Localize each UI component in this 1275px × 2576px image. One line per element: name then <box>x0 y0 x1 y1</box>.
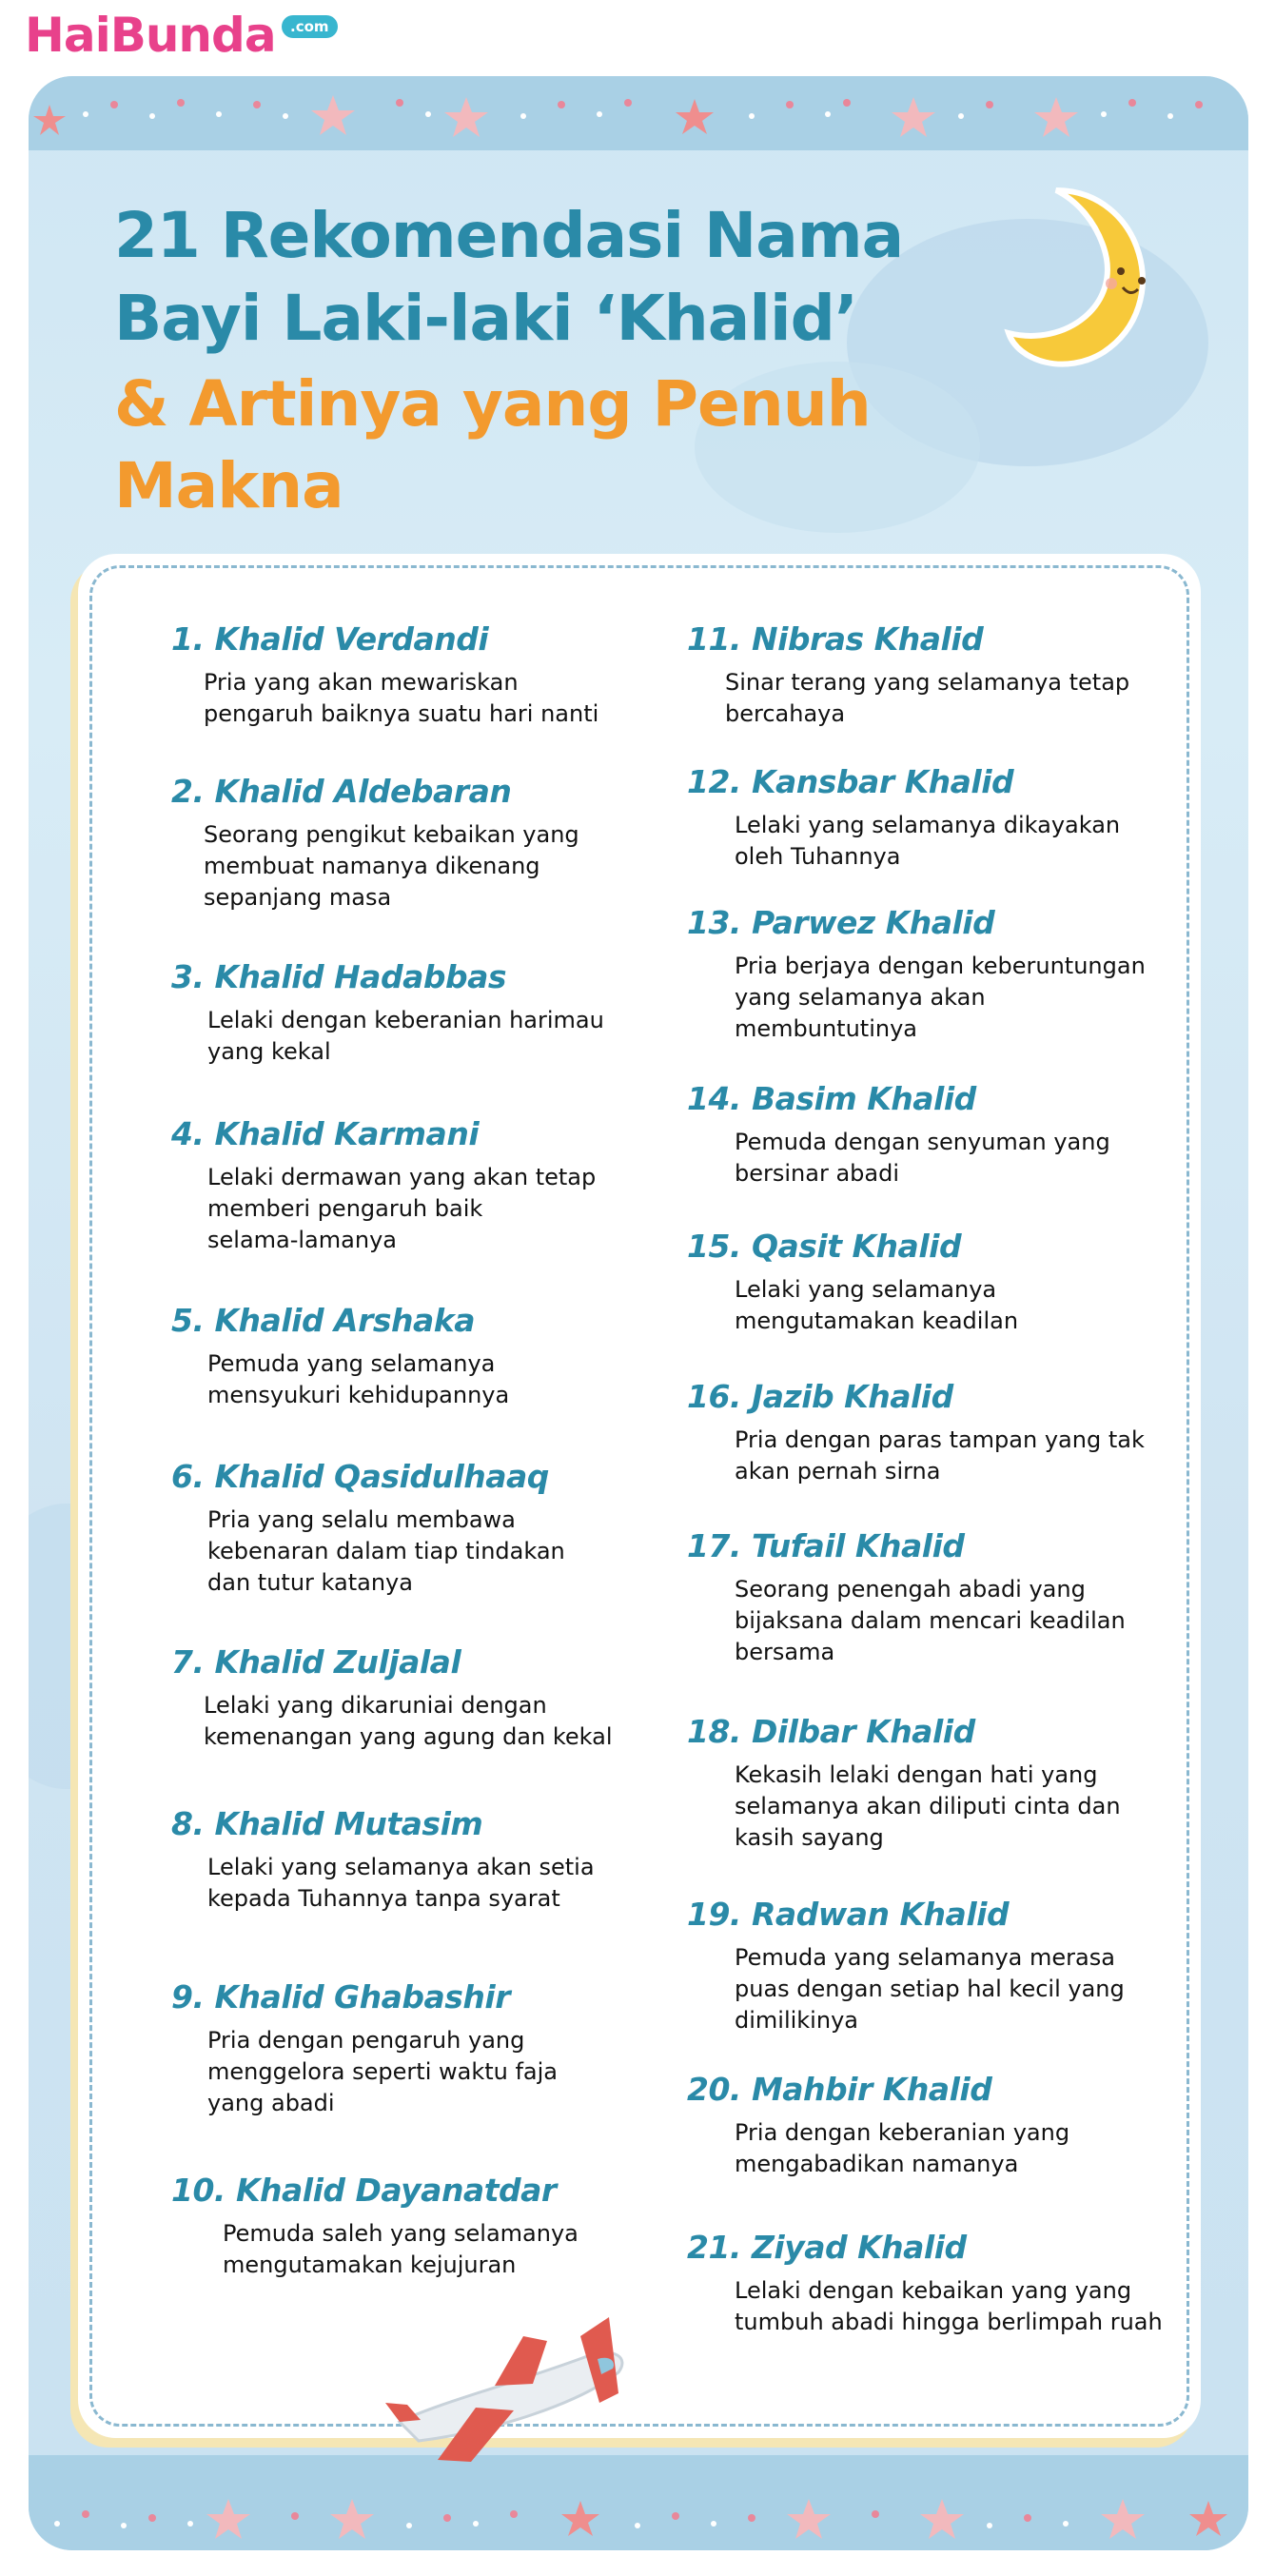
star-garland-top <box>29 76 1248 150</box>
list-item <box>687 1713 1121 1854</box>
list-item <box>171 620 598 730</box>
entry-description: Pria yang akan mewariskan pengaruh baiknya suatu hari nanti <box>204 669 599 727</box>
entry-description: Lelaki yang dikaruniai dengan kemenangan yang agung dan kekal <box>204 1692 613 1750</box>
entry-name: 1. Khalid Verdandi <box>171 620 489 658</box>
brand-name: HaiBunda <box>25 8 276 63</box>
entry-description: Sinar terang yang selamanya tetap bercahaya <box>725 669 1130 727</box>
entry-name: 17. Tufail Khalid <box>687 1527 965 1564</box>
entry-name: 2. Khalid Aldebaran <box>171 773 512 810</box>
entry-name: 20. Mahbir Khalid <box>687 2071 992 2108</box>
airplane-icon <box>381 2298 647 2479</box>
list-item <box>687 2229 1163 2338</box>
entry-description: Pria berjaya dengan keberuntungan yang selamanya akan membuntutinya <box>735 953 1146 1042</box>
list-item <box>687 763 1120 873</box>
list-item <box>171 1115 596 1256</box>
entry-description: Pemuda yang selamanya merasa puas dengan setiap hal kecil yang dimilikinya <box>735 1944 1125 2034</box>
entry-name: 9. Khalid Ghabashir <box>171 1978 511 2016</box>
entry-description: Seorang penengah abadi yang bijaksana dalam mencari keadilan bersama <box>735 1576 1126 1665</box>
entry-description: Lelaki yang selamanya mengutamakan keadilan <box>735 1276 1019 1334</box>
entry-description: Pria dengan keberanian yang mengabadikan namanya <box>735 2119 1070 2177</box>
entry-name: 5. Khalid Arshaka <box>171 1302 475 1339</box>
entry-name: 11. Nibras Khalid <box>687 620 984 658</box>
moon-icon <box>999 181 1170 371</box>
entry-description: Pria yang selalu membawa kebenaran dalam tiap tindakan dan tutur katanya <box>207 1506 565 1596</box>
list-item <box>687 1896 1125 2036</box>
entry-description: Seorang pengikut kebaikan yang membuat namanya dikenang sepanjang masa <box>204 821 579 911</box>
top-star-band <box>29 76 1248 150</box>
title-line-2: Bayi Laki-laki ‘Khalid’ <box>114 282 857 355</box>
entry-name: 18. Dilbar Khalid <box>687 1713 975 1750</box>
entry-name: 10. Khalid Dayanatdar <box>171 2172 557 2209</box>
entry-name: 7. Khalid Zuljalal <box>171 1643 461 1681</box>
list-item <box>171 2172 579 2281</box>
list-item <box>687 1228 1018 1337</box>
list-item <box>687 1527 1126 1668</box>
entry-description: Lelaki dengan keberanian harimau yang kekal <box>207 1007 604 1065</box>
entry-description: Lelaki yang selamanya akan setia kepada Tuhannya tanpa syarat <box>207 1854 595 1912</box>
list-item <box>687 904 1146 1045</box>
brand-suffix: .com <box>282 15 338 38</box>
list-item <box>171 773 579 914</box>
list-item <box>687 620 1129 730</box>
entry-description: Pria dengan pengaruh yang menggelora seperti waktu faja yang abadi <box>207 2027 559 2116</box>
list-item <box>687 1080 1110 1190</box>
entry-name: 21. Ziyad Khalid <box>687 2229 967 2266</box>
list-item <box>171 1458 565 1599</box>
haibunda-logo <box>25 8 329 65</box>
list-item <box>171 1978 558 2119</box>
entry-name: 12. Kansbar Khalid <box>687 763 1014 800</box>
list-item <box>171 1805 595 1915</box>
entry-description: Kekasih lelaki dengan hati yang selamanya akan diliputi cinta dan kasih sayang <box>735 1761 1121 1851</box>
entry-name: 16. Jazib Khalid <box>687 1378 953 1415</box>
entry-description: Pria dengan paras tampan yang tak akan pernah sirna <box>735 1426 1145 1485</box>
entry-description: Lelaki dermawan yang akan tetap memberi pengaruh baik selama-lamanya <box>207 1164 597 1253</box>
entry-name: 3. Khalid Hadabbas <box>171 958 506 995</box>
entry-description: Lelaki yang selamanya dikayakan oleh Tuhannya <box>735 812 1121 870</box>
list-item <box>687 1378 1145 1487</box>
entry-name: 14. Basim Khalid <box>687 1080 976 1117</box>
list-item <box>687 2071 1069 2180</box>
entry-description: Pemuda saleh yang selamanya mengutamakan kejujuran <box>223 2220 579 2278</box>
entry-description: Lelaki dengan kebaikan yang yang tumbuh abadi hingga berlimpah ruah <box>735 2277 1163 2335</box>
list-item <box>171 1643 613 1753</box>
entry-description: Pemuda yang selamanya mensyukuri kehidupannya <box>207 1350 510 1408</box>
entry-name: 13. Parwez Khalid <box>687 904 995 941</box>
title-line-3: & Artinya yang Penuh Makna <box>114 367 871 522</box>
names-panel <box>78 554 1201 2438</box>
entry-name: 15. Qasit Khalid <box>687 1228 962 1265</box>
entry-name: 6. Khalid Qasidulhaaq <box>171 1458 549 1495</box>
entry-name: 19. Radwan Khalid <box>687 1896 1010 1933</box>
title-line-1: 21 Rekomendasi Nama <box>114 199 904 272</box>
list-item <box>171 1302 509 1411</box>
list-item <box>171 958 604 1068</box>
entry-name: 8. Khalid Mutasim <box>171 1805 483 1842</box>
entry-description: Pemuda dengan senyuman yang bersinar abadi <box>735 1129 1110 1187</box>
entry-name: 4. Khalid Karmani <box>171 1115 480 1152</box>
